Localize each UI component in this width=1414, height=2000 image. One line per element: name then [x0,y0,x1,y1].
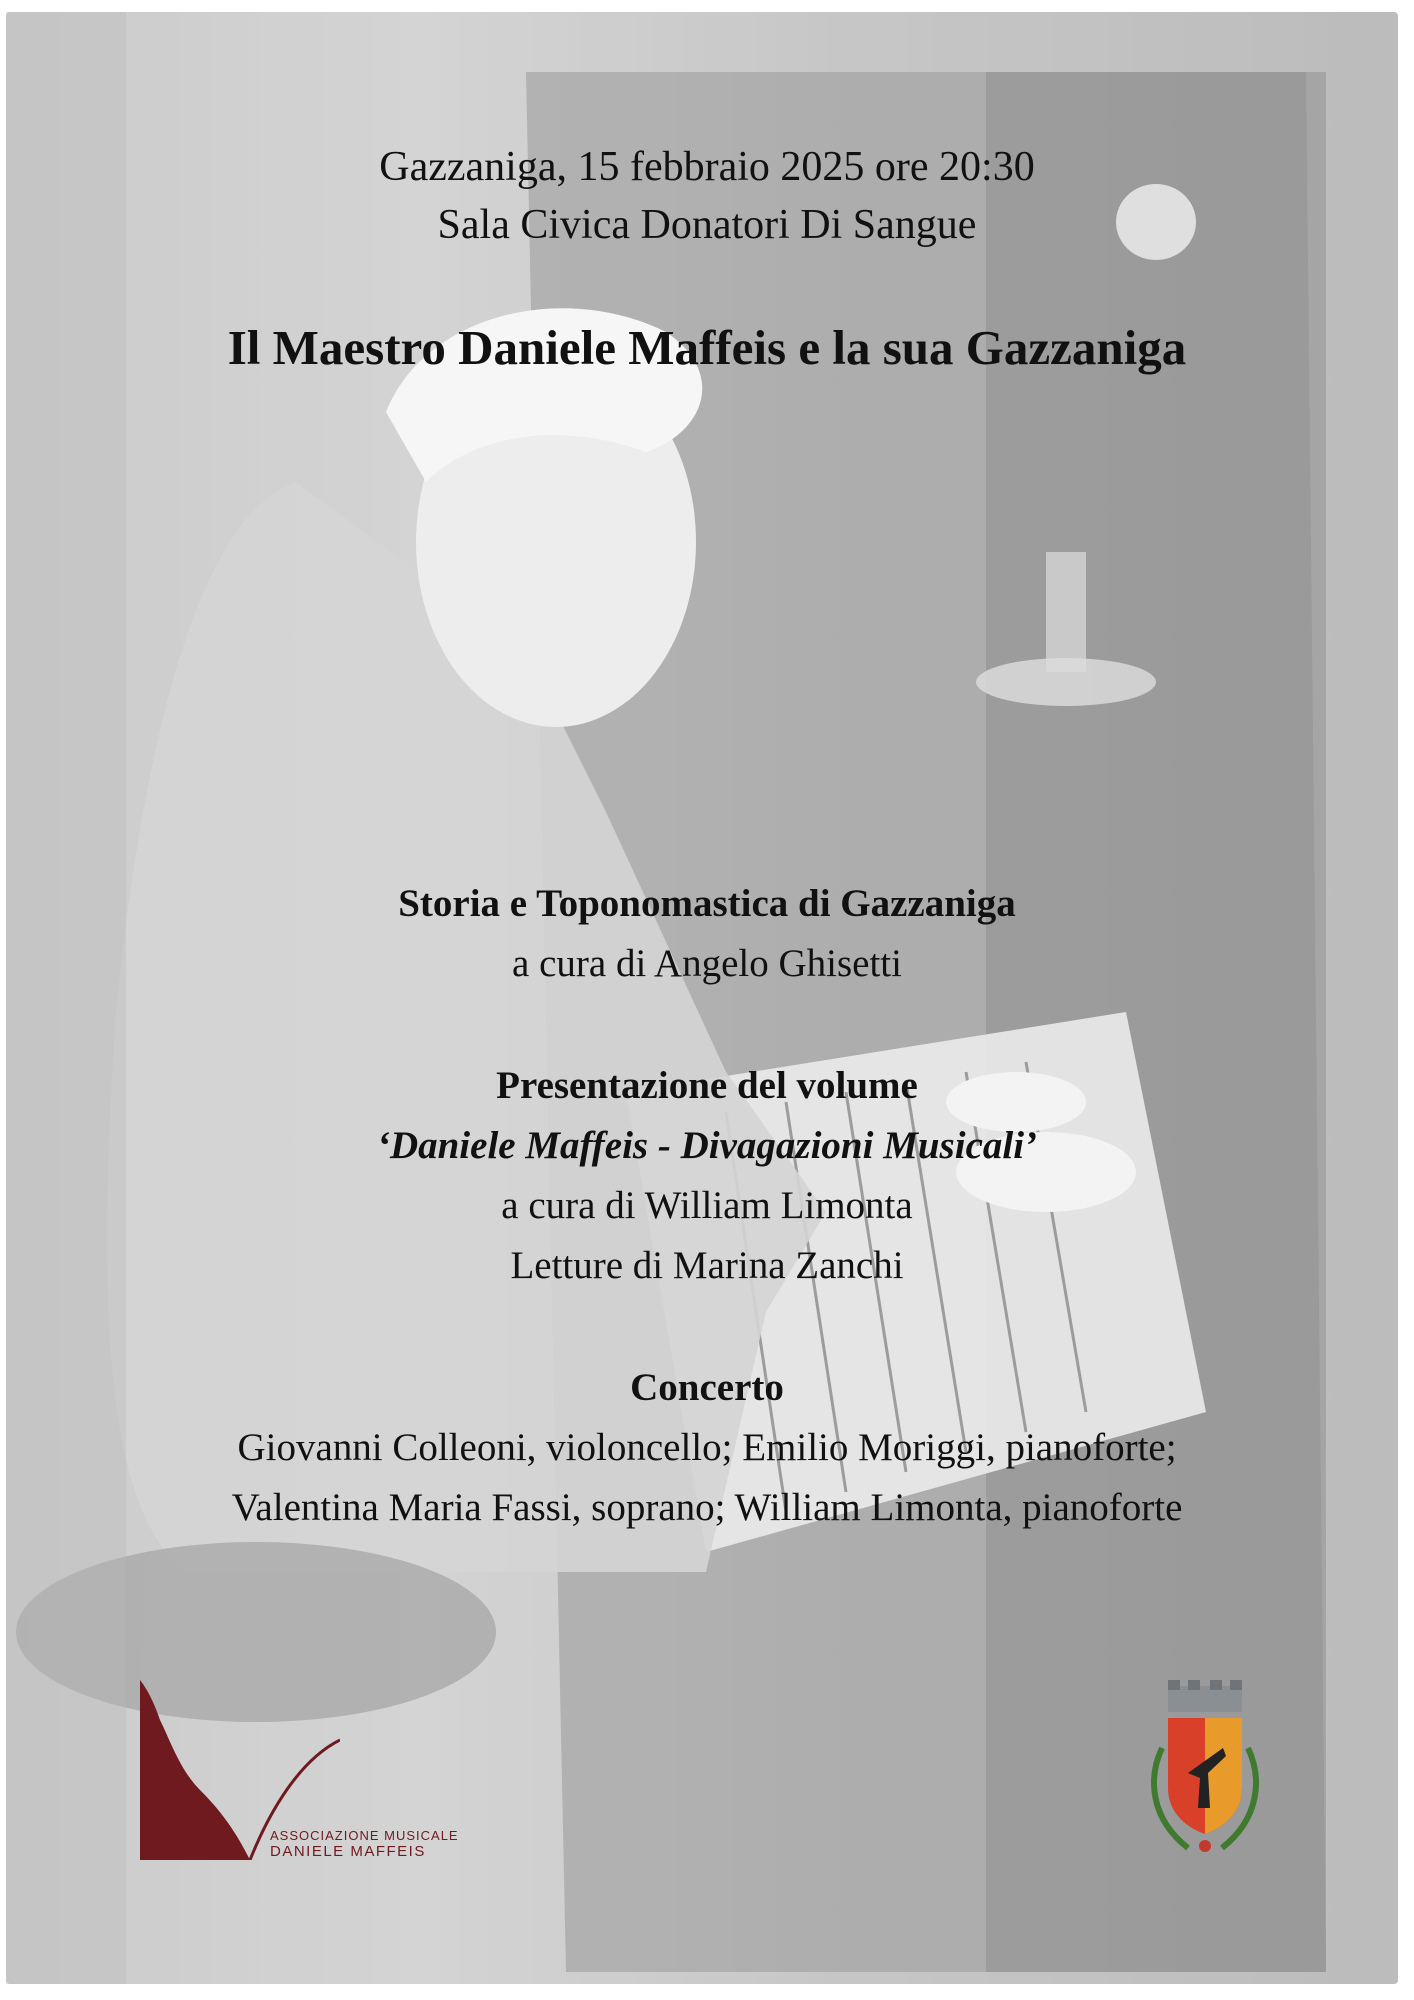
event-venue: Sala Civica Donatori Di Sangue [437,202,977,248]
association-logo-text [270,1828,459,1860]
municipal-coat-of-arms-icon [1138,1678,1272,1858]
concert-section [0,1358,1414,1538]
concert-performers-line2: Valentina Maria Fassi, soprano; William Limonta, pianoforte [231,1486,1183,1529]
poster-title: Il Maestro Daniele Maffeis e la sua Gazzaniga [227,320,1187,375]
association-logo-line2: DANIELE MAFFEIS [270,1843,426,1860]
book-readings: Letture di Marina Zanchi [510,1244,904,1287]
concert-performers-line1: Giovanni Colleoni, violoncello; Emilio Moriggi, pianoforte; [237,1426,1177,1469]
book-curator: a cura di William Limonta [501,1184,913,1227]
history-curator: a cura di Angelo Ghisetti [512,942,902,985]
book-heading: Presentazione del volume [496,1064,918,1107]
history-section [0,874,1414,994]
association-logo [140,1680,460,1860]
event-date-time: Gazzaniga, 15 febbraio 2025 ore 20:30 [379,144,1035,190]
history-heading: Storia e Toponomastica di Gazzaniga [398,882,1016,925]
book-section [0,1056,1414,1296]
association-logo-line1: ASSOCIAZIONE MUSICALE [270,1828,459,1843]
book-title: ‘Daniele Maffeis - Divagazioni Musicali’ [376,1124,1038,1167]
event-details [0,138,1414,254]
concert-heading: Concerto [630,1366,784,1409]
